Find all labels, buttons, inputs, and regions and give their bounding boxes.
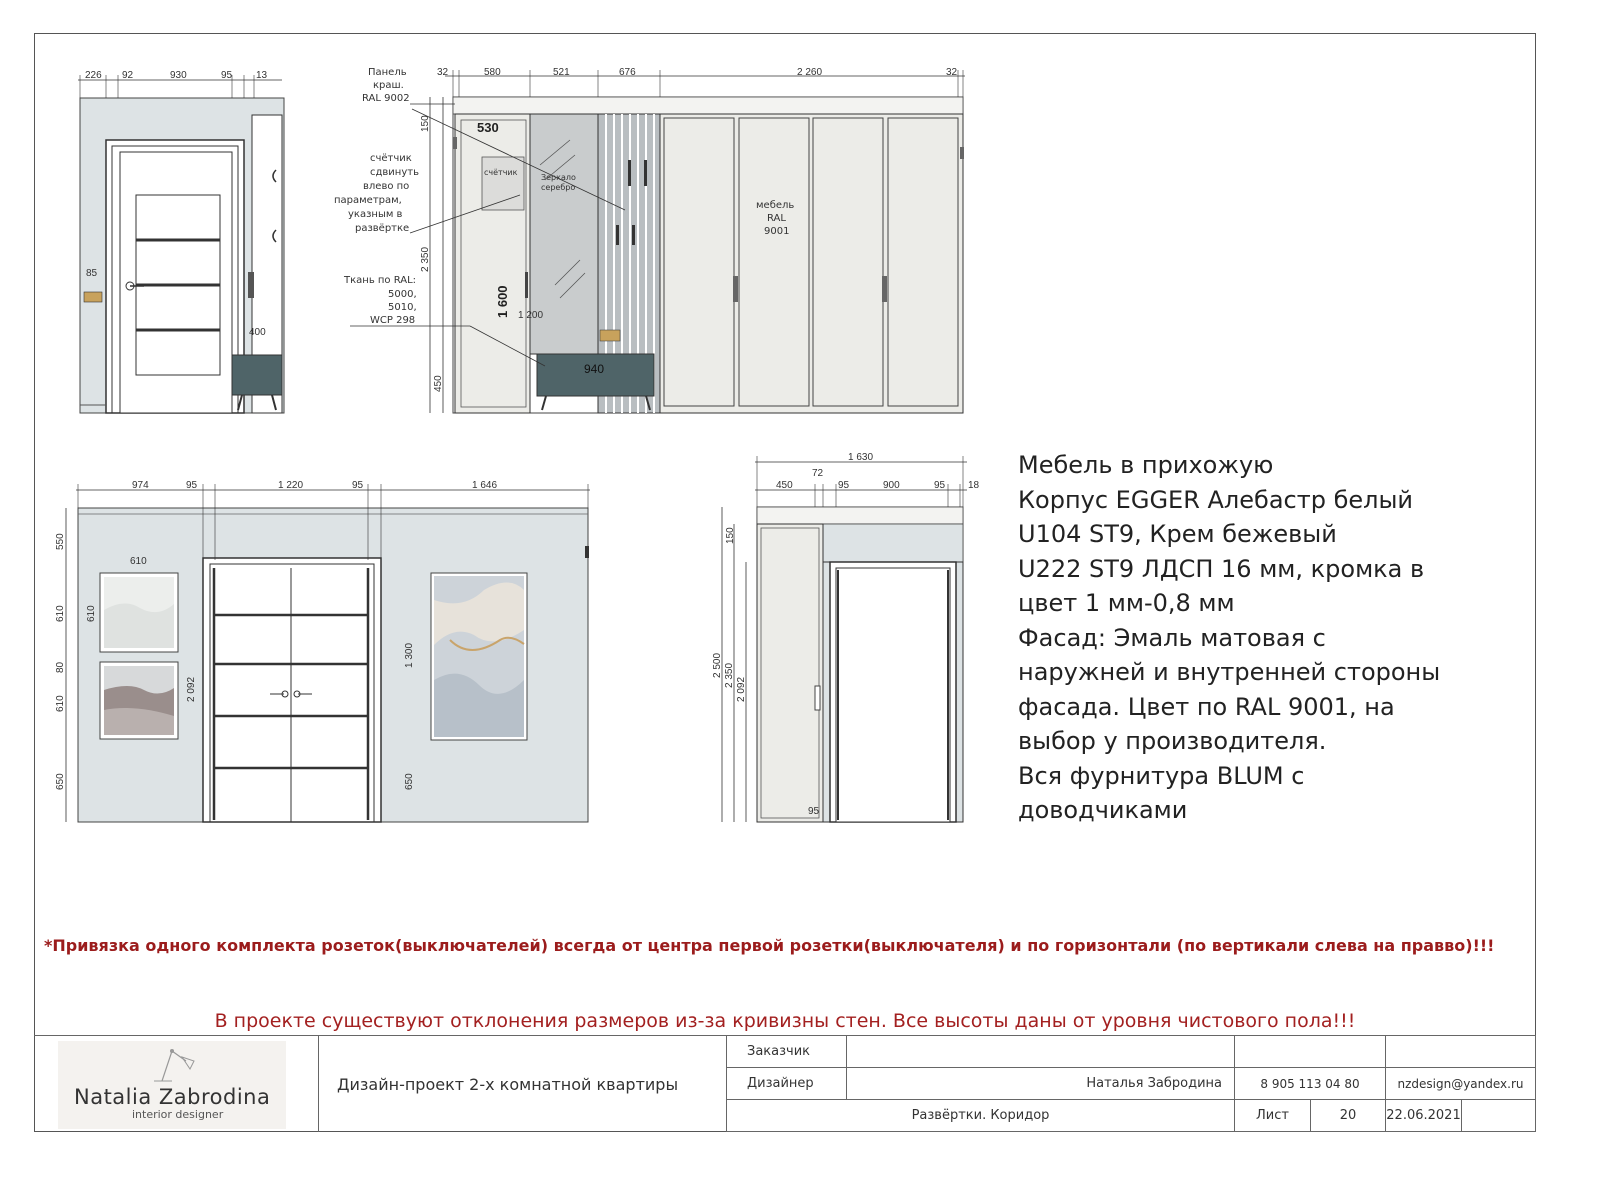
e3-dim-2: 95 <box>186 480 198 491</box>
e2-note-fabric-2: 5000, <box>388 289 417 300</box>
e3-dim-left-2: 610 <box>55 605 66 622</box>
e4-dim-total: 1 630 <box>848 452 874 463</box>
e3-dim-left-3: 80 <box>55 661 66 673</box>
e2-note-panel-2: краш. <box>373 80 404 91</box>
e2-label-counter: счётчик <box>484 168 518 177</box>
e2-note-counter-4: параметрам, <box>334 195 402 206</box>
elevation-1 <box>78 70 284 413</box>
e3-dim-painting-w: 610 <box>130 556 147 567</box>
elevation-3 <box>55 480 590 822</box>
e2-dim-2: 580 <box>484 67 501 78</box>
e2-dim-1600: 1 600 <box>495 285 510 318</box>
e1-dim-1: 226 <box>85 70 102 81</box>
e3-dim-door-h: 2 092 <box>186 676 197 702</box>
logo-subtitle: interior designer <box>132 1108 224 1121</box>
designer-email: nzdesign@yandex.ru <box>1385 1067 1536 1099</box>
e2-note-fabric-4: WCP 298 <box>370 315 416 326</box>
e4-dim-left-2: 2 500 <box>712 652 723 678</box>
e1-dim-bench: 400 <box>249 327 266 338</box>
e2-dim-left-3: 450 <box>433 375 444 392</box>
spec-line: фасада. Цвет по RAL 9001, на <box>1018 692 1395 721</box>
sheet-number: 20 <box>1310 1099 1385 1132</box>
e1-dim-2: 92 <box>122 70 134 81</box>
e2-dim-left-2: 2 350 <box>420 246 431 272</box>
e3-dim-3: 1 220 <box>278 480 304 491</box>
e3-dim-left-5: 650 <box>55 773 66 790</box>
spec-line: U104 ST9, Крем бежевый <box>1018 520 1337 548</box>
e2-dim-6: 32 <box>946 67 958 78</box>
e2-dim-left-1: 150 <box>420 115 431 132</box>
e2-note-counter-1: счётчик <box>370 153 412 164</box>
e1-dim-4: 95 <box>221 70 233 81</box>
customer-value <box>846 1035 1234 1067</box>
e2-dim-940: 940 <box>584 362 605 376</box>
elevation-2 <box>334 67 965 413</box>
e4-dim-bottom: 95 <box>808 806 820 817</box>
sheet-empty-cell <box>1461 1099 1536 1132</box>
elevation-4 <box>712 452 980 822</box>
spec-line: выбор у производителя. <box>1018 727 1327 755</box>
e2-dim-4: 676 <box>619 67 636 78</box>
e3-dim-left-4: 610 <box>55 695 66 712</box>
e2-note-panel-1: Панель <box>368 67 407 78</box>
sheet-date: 22.06.2021 <box>1385 1099 1461 1132</box>
project-title: Дизайн-проект 2-х комнатной квартиры <box>318 1035 726 1132</box>
e4-dim-5: 95 <box>934 480 946 491</box>
customer-phone-cell <box>1234 1035 1385 1067</box>
e2-dim-530: 530 <box>477 120 499 135</box>
e3-dim-painting-h: 610 <box>86 605 97 622</box>
e1-dim-5: 13 <box>256 70 268 81</box>
e2-label-furniture-1: мебель <box>756 200 795 211</box>
e4-dim-left-1: 150 <box>725 527 736 544</box>
e4-dim-6: 18 <box>968 480 980 491</box>
spec-line: доводчиками <box>1018 796 1188 824</box>
spec-line: Корпус EGGER Алебастр белый <box>1018 485 1414 514</box>
designer-label: Дизайнер <box>726 1067 846 1099</box>
sheet-label: Лист <box>1234 1099 1310 1132</box>
spec-line: Фасад: Эмаль матовая с <box>1018 623 1326 652</box>
e3-dim-1: 974 <box>132 480 149 491</box>
sheet-title: Развёртки. Коридор <box>726 1099 1234 1132</box>
e3-dim-4: 95 <box>352 480 364 491</box>
spec-line: цвет 1 мм-0,8 мм <box>1018 589 1235 617</box>
e3-dim-marble-h: 1 300 <box>404 642 415 668</box>
e4-dim-4: 900 <box>883 480 900 491</box>
e2-dim-5: 2 260 <box>797 67 823 78</box>
socket-placement-warning: *Привязка одного комплекта розеток(выключателей) всегда от центра первой розетки(выключателя) и по горизонтали (по вертикали слева на правво)!!! <box>44 936 1495 955</box>
e2-note-counter-3: влево по <box>363 181 410 192</box>
e2-note-counter-2: сдвинуть <box>370 167 419 178</box>
e1-dim-3: 930 <box>170 70 187 81</box>
e2-label-mirror-2: серебро <box>541 183 576 192</box>
e2-dim-1200: 1 200 <box>518 310 544 321</box>
spec-line: Мебель в прихожую <box>1018 451 1274 479</box>
e1-dim-switch: 85 <box>86 268 98 279</box>
spec-line: Вся фурнитура BLUM с <box>1018 761 1305 790</box>
e2-note-fabric-1: Ткань по RAL: <box>344 275 417 286</box>
designer-phone: 8 905 113 04 80 <box>1234 1067 1385 1099</box>
e2-note-panel-3: RAL 9002 <box>362 93 410 104</box>
furniture-specification <box>1018 448 1518 828</box>
e2-note-fabric-3: 5010, <box>388 302 417 313</box>
e3-dim-5: 1 646 <box>472 480 498 491</box>
e4-dim-left-4: 2 092 <box>736 676 747 702</box>
e2-note-counter-6: развёртке <box>355 223 410 234</box>
lamp-icon <box>58 1041 286 1091</box>
dimension-deviation-note: В проекте существуют отклонения размеров из-за кривизны стен. Все высоты даны от уровня чистового пола!!! <box>214 1010 1356 1032</box>
spec-line: U222 ST9 ЛДСП 16 мм, кромка в <box>1018 554 1425 583</box>
e2-dim-1: 32 <box>437 67 449 78</box>
e2-note-counter-5: указным в <box>348 209 403 220</box>
title-block <box>34 1035 1536 1132</box>
e2-label-furniture-3: 9001 <box>764 226 790 237</box>
customer-label: Заказчик <box>726 1035 846 1067</box>
e2-dim-3: 521 <box>553 67 570 78</box>
e2-label-furniture-2: RAL <box>767 213 786 224</box>
e2-label-mirror-1: Зеркало <box>541 173 576 182</box>
e4-dim-3: 95 <box>838 480 850 491</box>
spec-line: наружней и внутренней стороны <box>1018 658 1441 686</box>
e4-dim-2: 72 <box>812 468 824 479</box>
logo-name: Natalia Zabrodina <box>74 1085 271 1109</box>
designer-name: Наталья Забродина <box>846 1067 1234 1099</box>
e3-dim-marble-floor: 650 <box>404 773 415 790</box>
customer-email-cell <box>1385 1035 1536 1067</box>
e4-dim-1: 450 <box>776 480 793 491</box>
e4-dim-left-3: 2 350 <box>724 662 735 688</box>
e3-dim-left-1: 550 <box>55 533 66 550</box>
